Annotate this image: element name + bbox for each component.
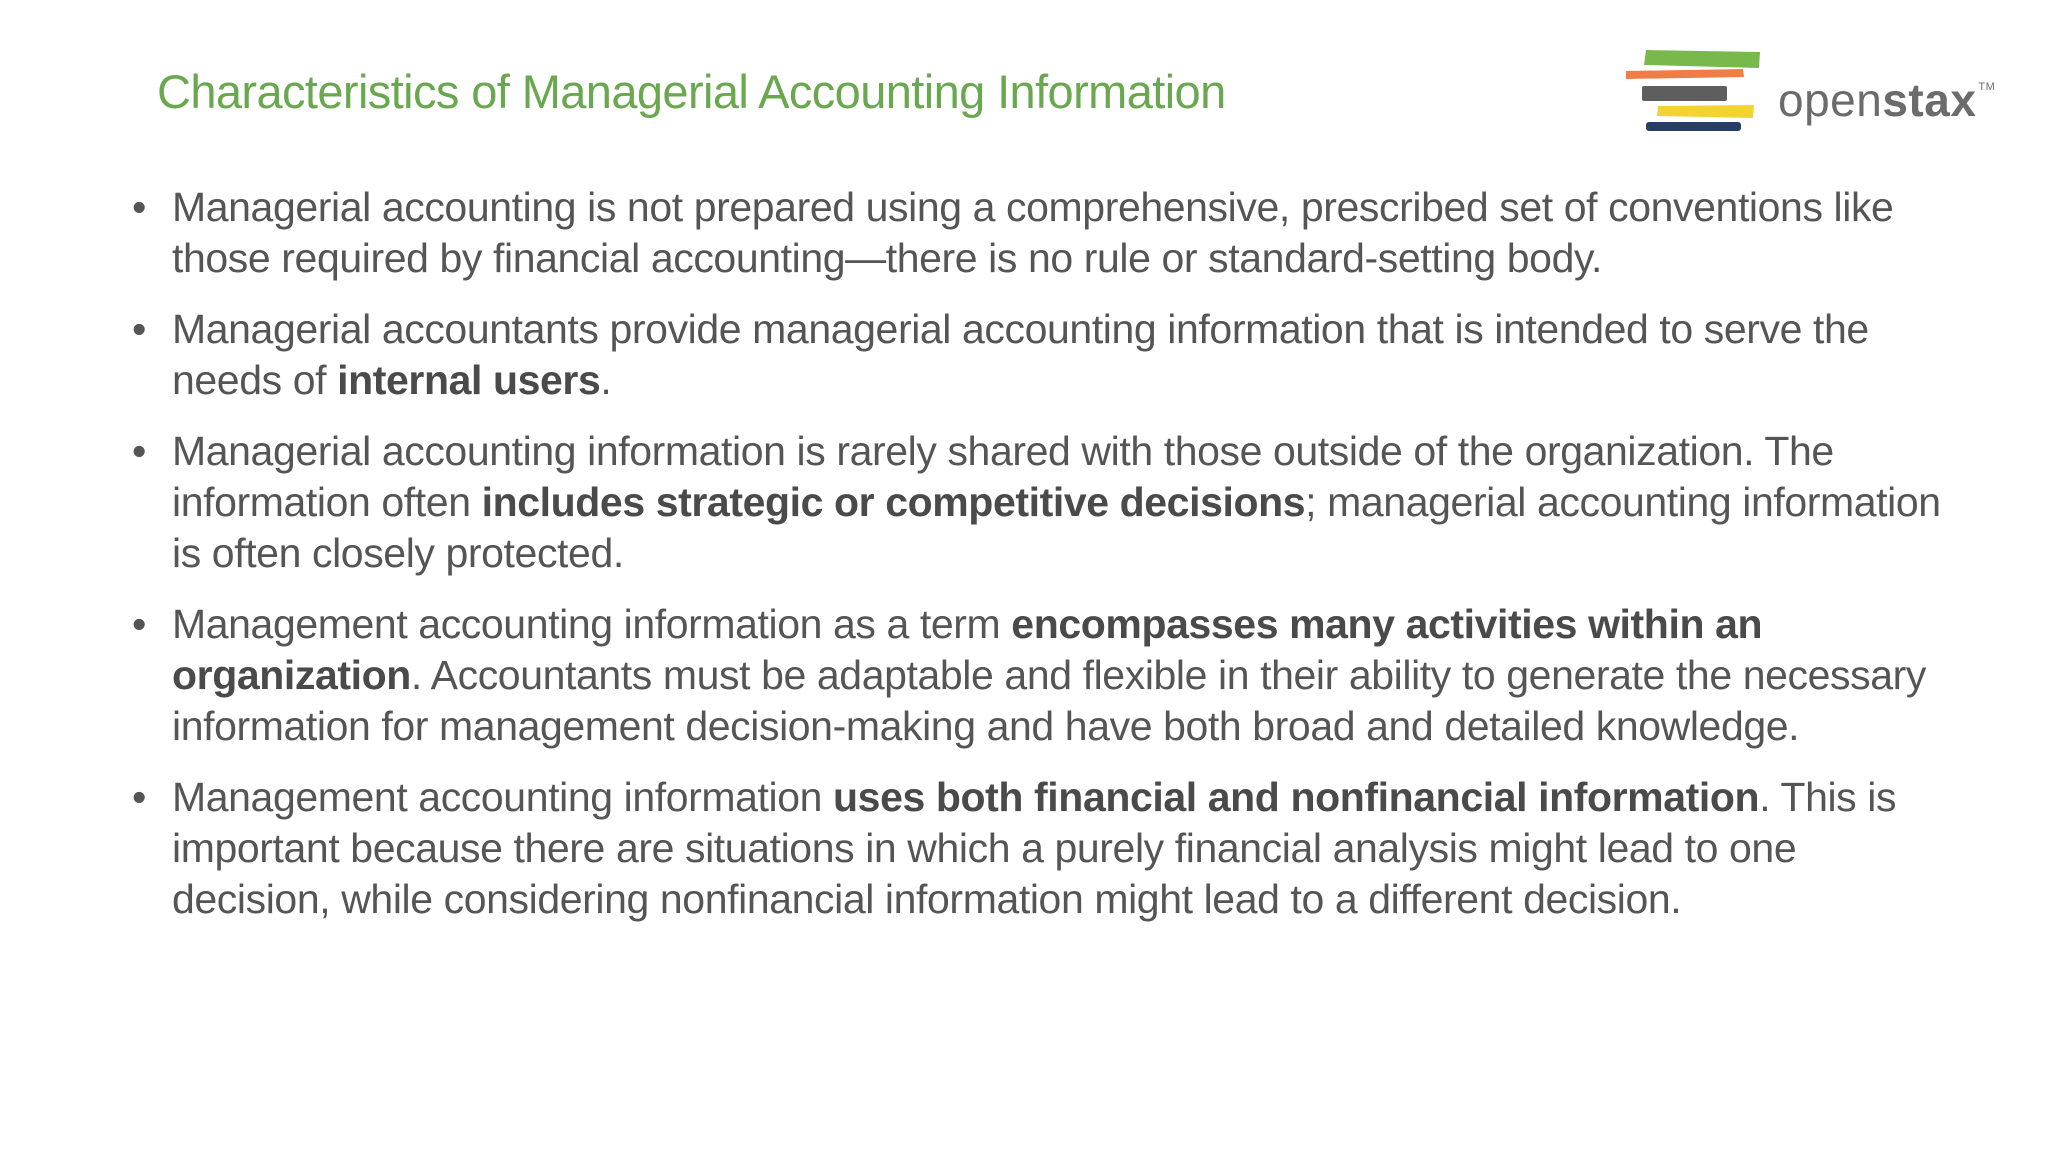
logo-stripe-yellow: [1657, 105, 1754, 118]
bullet-emphasis: includes strategic or competitive decisions: [481, 479, 1306, 525]
bullet-item: [172, 304, 1962, 406]
logo-stripe-green: [1644, 50, 1760, 68]
wordmark-bold: stax: [1882, 74, 1977, 126]
bullet-text: Managerial accountants provide managerial accounting information that is intended to serve the needs of: [172, 306, 1869, 403]
bullet-text: ; managerial accounting information is often closely protected.: [172, 479, 1941, 576]
bullet-list: [172, 182, 1962, 945]
bullet-text: Management accounting information as a term: [172, 601, 1012, 647]
bullet-item: [172, 182, 1962, 284]
bullet-item: [172, 426, 1962, 579]
openstax-logo: [1626, 48, 2006, 136]
bullet-item: [172, 599, 1962, 752]
bullet-emphasis: internal users: [337, 357, 601, 403]
bullet-item: [172, 772, 1962, 925]
logo-stripe-orange: [1626, 69, 1744, 79]
slide-title: Characteristics of Managerial Accounting Information: [157, 65, 1226, 118]
bullet-text: . Accountants must be adaptable and flexible in their ability to generate the necessary information for management decision-making and have both broad and detailed knowledge.: [172, 652, 1926, 749]
bullet-text: .: [600, 357, 612, 403]
trademark-symbol: TM: [1978, 81, 1996, 93]
book-stack-logo-icon: [1626, 48, 1762, 136]
logo-stripe-gray: [1642, 86, 1727, 101]
bullet-text: Managerial accounting is not prepared using a comprehensive, prescribed set of conventions like those required by financial accounting—there is no rule or standard-setting body.: [172, 184, 1894, 281]
bullet-text: Managerial accounting information is rarely shared with those outside of the organization. The information often: [172, 428, 1834, 525]
bullet-text: . This is important because there are situations in which a purely financial analysis might lead to one decision, while considering nonfinancial information might lead to a different decision.: [172, 774, 1897, 922]
bullet-emphasis: uses both financial and nonfinancial information: [833, 774, 1760, 820]
bullet-emphasis: encompasses many activities within an organization: [172, 601, 1763, 698]
logo-stripe-navy: [1646, 122, 1741, 131]
bullet-text: Management accounting information: [172, 774, 834, 820]
wordmark-regular: open: [1778, 74, 1883, 126]
openstax-wordmark: [1778, 62, 1995, 125]
